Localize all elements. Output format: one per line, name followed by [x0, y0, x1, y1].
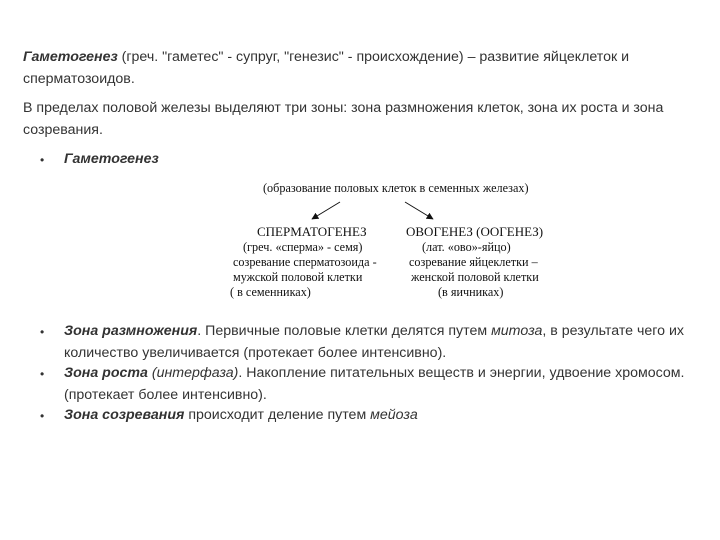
intro-definition: (греч. "гаметес" - супруг, "генезис" - происхождение) – развитие яйцеклеток и сперматозоидов.	[23, 49, 630, 87]
zone-maturation-meiosis: мейоза	[370, 407, 418, 423]
spermatogenesis-title: СПЕРМАТОГЕНЕЗ	[257, 224, 367, 239]
spermatogenesis-line-3: мужской половой клетки	[233, 270, 363, 284]
zone-reproduction-text-2: , в результате чего их количество увеличивается (протекает более интенсивно).	[64, 323, 685, 361]
term-gametogenesis: Гаметогенез	[23, 49, 118, 65]
diagram-top-label: (образование половых клеток в семенных железах)	[263, 181, 529, 195]
zone-growth-term: Зона роста	[64, 365, 148, 381]
spermatogenesis-line-1: (греч. «сперма» - семя)	[243, 240, 363, 254]
spermatogenesis-line-2: созревание сперматозоида -	[233, 255, 377, 269]
zone-maturation-term: Зона созревания	[64, 407, 185, 423]
arrow-left	[312, 202, 340, 219]
oogenesis-line-1: (лат. «ово»-яйцо)	[422, 240, 511, 254]
oogenesis-title: ОВОГЕНЕЗ (ООГЕНЕЗ)	[406, 224, 544, 239]
arrow-right	[405, 202, 433, 219]
zone-maturation	[64, 404, 714, 426]
bullet-dot: •	[40, 409, 45, 423]
bullet-dot: •	[40, 325, 45, 339]
zone-reproduction-term: Зона размножения	[64, 323, 198, 339]
bullet-dot: •	[40, 153, 45, 167]
zone-growth-interphase: (интерфаза)	[147, 365, 239, 381]
zone-growth-text: . Накопление питательных веществ и энергии, удвоение хромосом. (протекает более интенсивно).	[64, 365, 685, 403]
oogenesis-line-4: (в яичниках)	[438, 285, 504, 299]
oogenesis-line-3: женской половой клетки	[411, 270, 539, 284]
bullet-dot: •	[40, 367, 45, 381]
zone-reproduction	[64, 320, 714, 364]
zone-growth	[64, 362, 714, 406]
spermatogenesis-line-4: ( в семенниках)	[230, 285, 311, 299]
zone-reproduction-text: . Первичные половые клетки делятся путем	[197, 323, 492, 339]
bullet-title: Гаметогенез	[64, 151, 159, 167]
zone-maturation-text: происходит деление путем	[184, 407, 371, 423]
oogenesis-line-2: созревание яйцеклетки –	[409, 255, 538, 269]
zone-reproduction-mitosis: митоза	[491, 323, 543, 339]
zones-intro-paragraph: В пределах половой железы выделяют три зоны: зона размножения клеток, зона их роста и зона созревания.	[23, 100, 664, 138]
